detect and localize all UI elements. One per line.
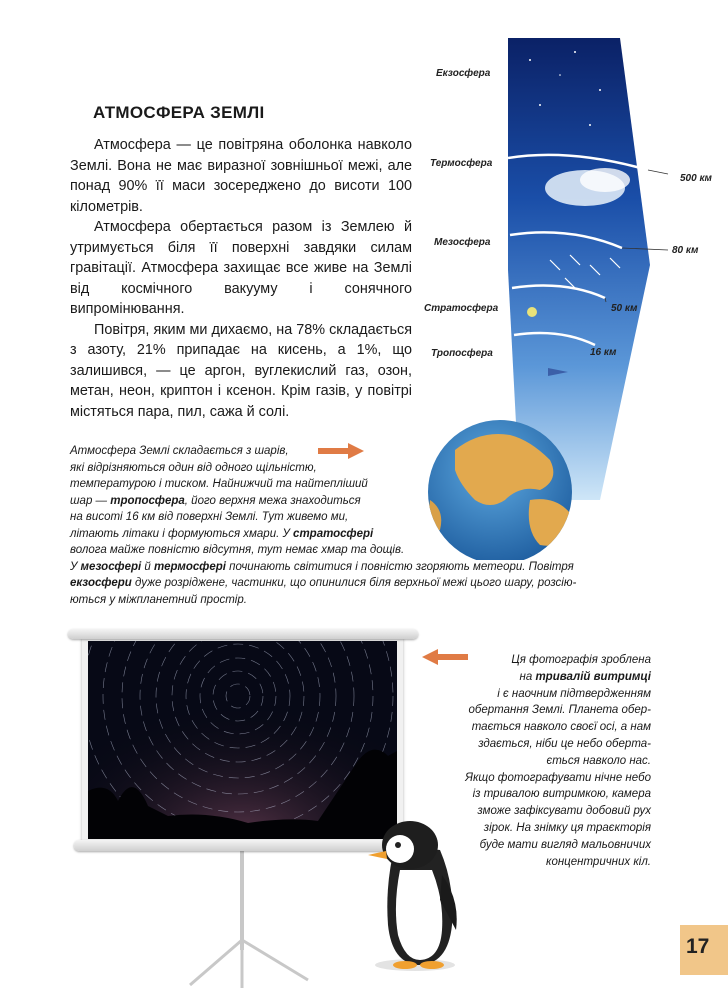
paragraph-2: Атмосфера обертається разом із Землею й утримується біля її поверхні завдяки силам гравітації. Атмосфера захищає все живе на Землі від космічного вакууму і сонячного випромінювання. — [70, 219, 412, 317]
label-exosphere: Екзосфера — [436, 68, 491, 79]
label-thermosphere: Термосфера — [430, 158, 493, 169]
label-troposphere: Тропосфера — [431, 348, 493, 359]
main-text — [70, 135, 412, 422]
label-mesosphere: Мезосфера — [434, 237, 491, 248]
penguin-mascot — [360, 815, 480, 975]
height-16km: 16 км — [590, 347, 617, 358]
height-50km: 50 км — [611, 303, 638, 314]
paragraph-3: Повітря, яким ми дихаємо, на 78% складається з азоту, 21% припадає на кисень, а 1%, що залишився, — це аргон, вуглекислий газ, озон, метан, неон, криптон і ксенон. Крім газів, у повітрі містяться пара, пил, сажа й солі. — [70, 321, 412, 420]
photo-caption: Ця фотографія зроблена на тривалій витримці і є наочним підтвердженням обертання Землі. Планета обер- тається навколо своєї осі, а нам здається, ніби це небо оберта- ється навколо нас. Якщо фотографувати нічне небо із тривалою витримкою, камера зможе зафіксувати добовий рух зірок. На знімку ця траєкторія буде мати вигляд мальовничих концентричних кіл. — [465, 654, 651, 868]
page-number: 17 — [686, 935, 710, 958]
height-500km: 500 км — [680, 173, 712, 184]
paragraph-1: Атмосфера — це повітряна оболонка навколо Землі. Вона не має виразної зовнішньої межі, але понад 90% її маси зосереджено до висоти 100 кілометрів. — [70, 137, 412, 215]
label-stratosphere: Стратосфера — [424, 303, 499, 314]
atmosphere-caption: Атмосфера Землі складається з шарів, які відрізняються один від одного щільністю, температурою і тиском. Найнижчий та найтепліший шар — тропосфера, його верхня межа знаходиться на висоті 16 км від поверхні Землі. Тут живемо ми, літають літаки і формуються хмари. У стратосфері волога майже повністю відсутня, тут немає хмар та дощів. У мезосфері й термосфері починають світитися і повністю згоряють метеори. Повітря екзосфери дуже розріджене, частинки, що опинилися біля верхньої межі цього шару, розсію- ються у міжпланетний простір. — [70, 445, 577, 606]
height-80km: 80 км — [672, 245, 699, 256]
page-number-tab — [680, 925, 728, 975]
page-title: АТМОСФЕРА ЗЕМЛІ — [93, 103, 265, 122]
tripod-stand — [180, 840, 320, 990]
screen-top-bar — [68, 629, 418, 639]
star-trails-photo — [88, 641, 397, 839]
